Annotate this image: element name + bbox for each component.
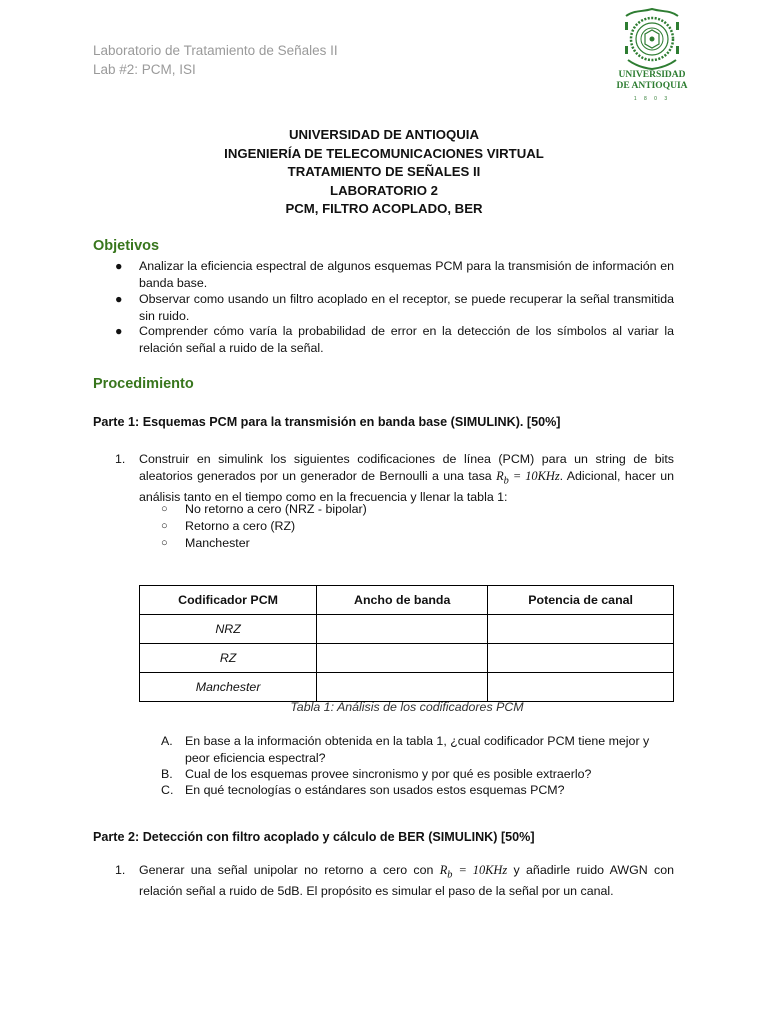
question-item: C. En qué tecnologías o estándares son usados estos esquemas PCM?	[161, 783, 565, 797]
procedimiento-heading: Procedimiento	[93, 376, 194, 392]
pcm-table	[139, 585, 674, 702]
table-cell-coder: Manchester	[140, 673, 317, 702]
objetivos-heading: Objetivos	[93, 238, 160, 254]
part2-title: Parte 2: Detección con filtro acoplado y cálculo de BER (SIMULINK) [50%]	[93, 830, 535, 844]
table-row	[140, 673, 674, 702]
table-cell-coder: RZ	[140, 644, 317, 673]
list-item: ○ Manchester	[161, 536, 250, 550]
table-cell	[488, 644, 674, 673]
objective-item: ● Observar como usando un filtro acoplado en el receptor, se puede recuperar la señal transmitida sin ruido.	[115, 292, 674, 323]
question-item: B. Cual de los esquemas provee sincronismo y por qué es posible extraerlo?	[161, 767, 592, 781]
title-lab: LABORATORIO 2	[330, 182, 438, 198]
table-cell	[488, 673, 674, 702]
objective-item: ● Analizar la eficiencia espectral de algunos esquemas PCM para la transmisión de información en banda base.	[115, 259, 674, 290]
table-cell	[317, 673, 488, 702]
list-item: ○ Retorno a cero (RZ)	[161, 519, 296, 533]
part2-step: 1. Generar una señal unipolar no retorno a cero con $R_b = 10KHz$ y añadirle ruido AWGN con relación señal a ruido de 5dB. El propósito es simular el paso de la señal por un canal.	[115, 863, 674, 899]
title-university: UNIVERSIDAD DE ANTIOQUIA	[288, 127, 479, 142]
table-header: Ancho de banda	[317, 586, 488, 615]
table-cell	[488, 615, 674, 644]
logo-year: 1 8 0 3	[633, 96, 671, 102]
title-course: TRATAMIENTO DE SEÑALES II	[287, 164, 481, 179]
header-course: Laboratorio de Tratamiento de Señales II	[93, 43, 338, 58]
title-topic: PCM, FILTRO ACOPLADO, BER	[285, 201, 483, 216]
header-lab: Lab #2: PCM, ISI	[93, 62, 196, 77]
part1-title: Parte 1: Esquemas PCM para la transmisión en banda base (SIMULINK). [50%]	[93, 415, 561, 429]
title-program: INGENIERÍA DE TELECOMUNICACIONES VIRTUAL	[224, 145, 544, 161]
rate-symbol: $R_b = 10KHz$	[496, 469, 560, 487]
list-item: ○ No retorno a cero (NRZ - bipolar)	[161, 502, 367, 516]
document-titles	[0, 126, 768, 219]
part1-step: 1. Construir en simulink los siguientes codificaciones de línea (PCM) para un string de bits aleatorios generados por un generador de Bernoulli a una tasa $R_b = 10KHz$. Adicional, hacer un análisis tanto en el tiempo como en la frecuencia y llenar la tabla 1:	[115, 452, 675, 505]
table-header: Codificador PCM	[140, 586, 317, 615]
table-caption: Tabla 1: Análisis de los codificadores PCM	[290, 700, 524, 714]
table-row	[140, 644, 674, 673]
table-header-row	[140, 586, 674, 615]
logo-line1: UNIVERSIDAD	[618, 70, 686, 80]
table-cell	[317, 615, 488, 644]
university-logo	[614, 8, 690, 100]
rate-symbol: $R_b = 10KHz$	[439, 863, 508, 881]
table-header: Potencia de canal	[488, 586, 674, 615]
table-cell-coder: NRZ	[140, 615, 317, 644]
question-item: A. En base a la información obtenida en la tabla 1, ¿cual codificador PCM tiene mejor y peor eficiencia espectral?	[161, 734, 650, 765]
table-cell	[317, 644, 488, 673]
objective-item: ● Comprender cómo varía la probabilidad de error en la detección de los símbolos al variar la relación señal a ruido de la señal.	[115, 324, 674, 355]
seal-icon	[614, 8, 690, 70]
table-row	[140, 615, 674, 644]
logo-line2: DE ANTIOQUIA	[616, 81, 688, 91]
